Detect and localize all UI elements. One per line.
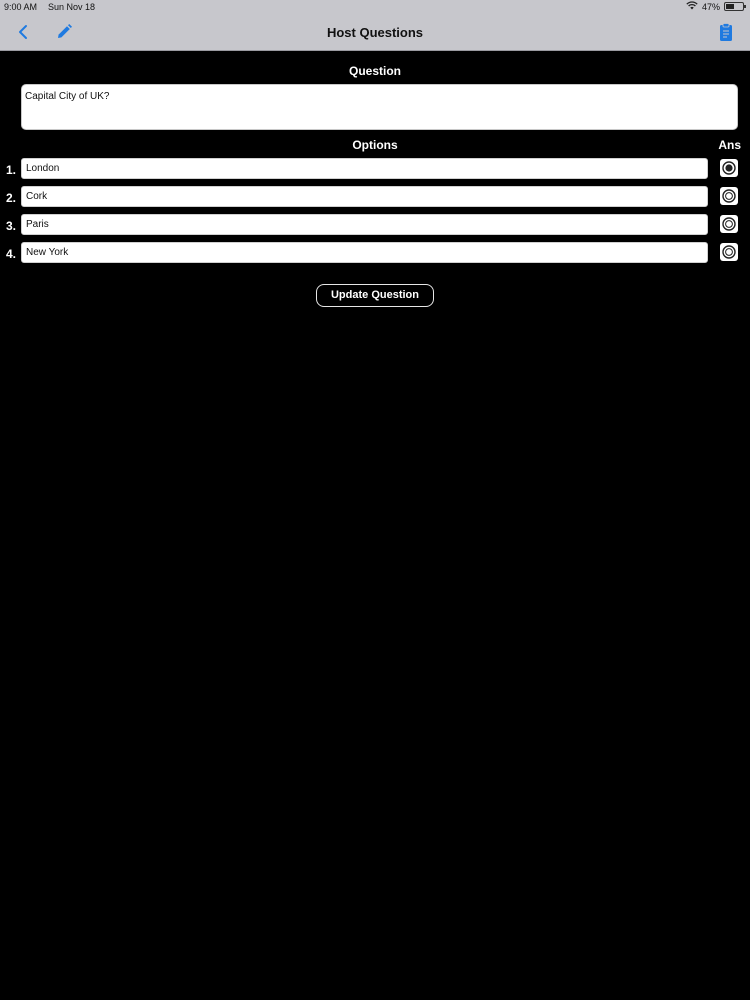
option-input-4[interactable]: New York	[21, 242, 708, 263]
question-heading: Question	[348, 64, 401, 78]
answer-radio-2[interactable]	[720, 187, 738, 205]
option-number: 3.	[6, 219, 17, 233]
answer-column-label: Ans	[718, 138, 741, 152]
options-heading: Options	[352, 138, 398, 152]
option-row-3	[0, 214, 750, 236]
option-input-3[interactable]: Paris	[21, 214, 708, 235]
wifi-icon	[686, 1, 698, 12]
option-input-2[interactable]: Cork	[21, 186, 708, 207]
option-row-1	[0, 158, 750, 180]
option-number: 4.	[6, 247, 17, 261]
navigation-bar	[0, 14, 750, 51]
option-number: 1.	[6, 163, 17, 177]
status-time: 9:00 AM	[4, 2, 38, 12]
status-right	[686, 1, 744, 12]
option-number: 2.	[6, 191, 17, 205]
radio-unselected-icon	[722, 217, 736, 231]
radio-unselected-icon	[722, 189, 736, 203]
update-question-button[interactable]: Update Question	[316, 284, 434, 307]
option-input-1[interactable]: London	[21, 158, 708, 179]
status-bar	[0, 0, 750, 14]
battery-fill	[726, 4, 734, 9]
answer-radio-1[interactable]	[720, 159, 738, 177]
answer-radio-3[interactable]	[720, 215, 738, 233]
answer-radio-4[interactable]	[720, 243, 738, 261]
radio-selected-icon	[722, 161, 736, 175]
option-row-2	[0, 186, 750, 208]
radio-unselected-icon	[722, 245, 736, 259]
option-row-4	[0, 242, 750, 264]
battery-icon	[724, 2, 744, 11]
battery-percent: 47%	[701, 1, 720, 12]
status-date: Sun Nov 18	[48, 2, 96, 12]
page-title: Host Questions	[326, 25, 424, 40]
clipboard-button[interactable]	[716, 22, 736, 42]
clipboard-icon	[716, 22, 736, 42]
question-textarea[interactable]: Capital City of UK?	[21, 84, 738, 130]
